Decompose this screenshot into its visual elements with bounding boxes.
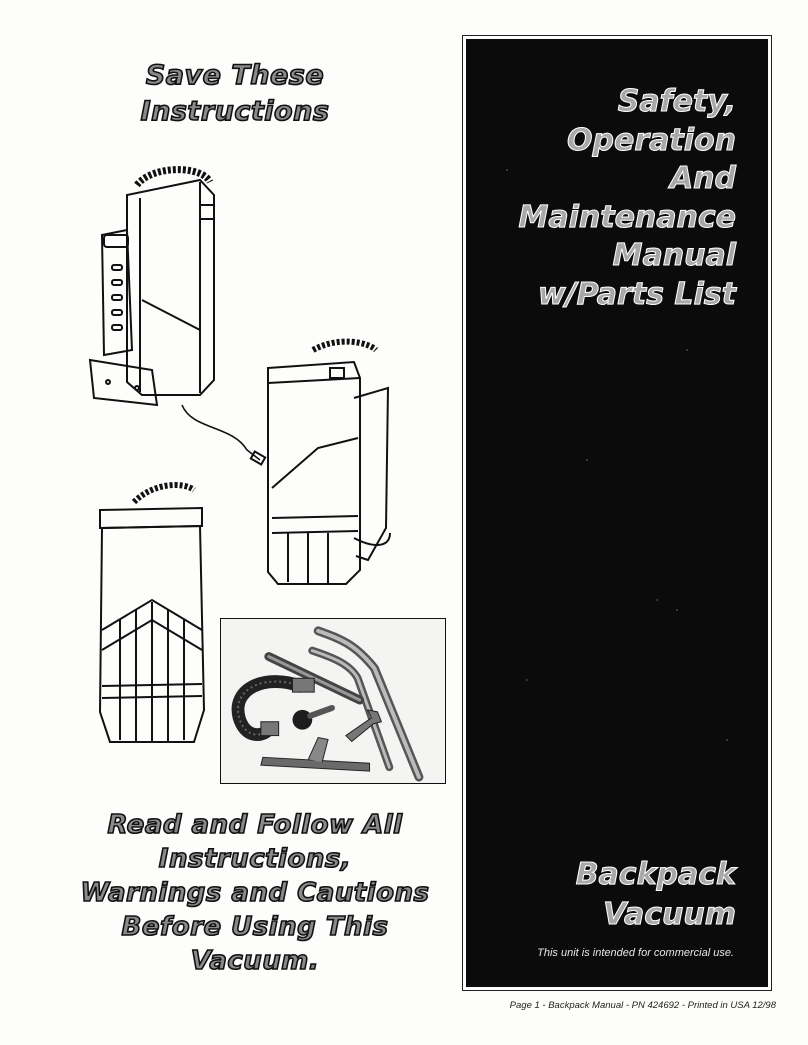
read-follow-heading [60, 808, 450, 978]
cover-panel [462, 35, 772, 991]
page-footer: Page 1 - Backpack Manual - PN 424692 - Printed in USA 12/98 [509, 1000, 776, 1011]
vacuum-front-illustration [94, 480, 212, 748]
manual-title-line-6: w/Parts List [537, 276, 736, 312]
save-heading-line-1: Save These [145, 60, 325, 91]
manual-title-line-3: And [669, 161, 736, 196]
accessories-photo [220, 618, 446, 784]
vacuum-side-illustration [82, 160, 282, 470]
read-heading-line-5: Vacuum. [190, 946, 320, 976]
read-heading-line-3: Warnings and Cautions [80, 878, 430, 908]
read-heading-line-2: Instructions, [158, 844, 352, 874]
manual-title-line-4: Maintenance [518, 199, 736, 235]
cover-panel-background [466, 39, 768, 987]
product-title-line-2: Vacuum [603, 897, 736, 932]
commercial-use-note: This unit is intended for commercial use. [537, 947, 734, 959]
manual-title [466, 83, 736, 314]
product-title [476, 855, 736, 935]
read-heading-line-1: Read and Follow All [107, 810, 403, 840]
save-instructions-heading [110, 58, 360, 130]
accessories-photo-art [221, 619, 445, 783]
product-title-line-1: Backpack [575, 857, 736, 892]
manual-title-line-5: Manual [612, 238, 736, 273]
manual-title-line-1: Safety, [617, 84, 736, 119]
save-heading-line-2: Instructions [140, 96, 330, 127]
read-heading-line-4: Before Using This [121, 912, 389, 942]
vacuum-harness-illustration [258, 338, 400, 598]
manual-title-line-2: Operation [567, 122, 736, 158]
